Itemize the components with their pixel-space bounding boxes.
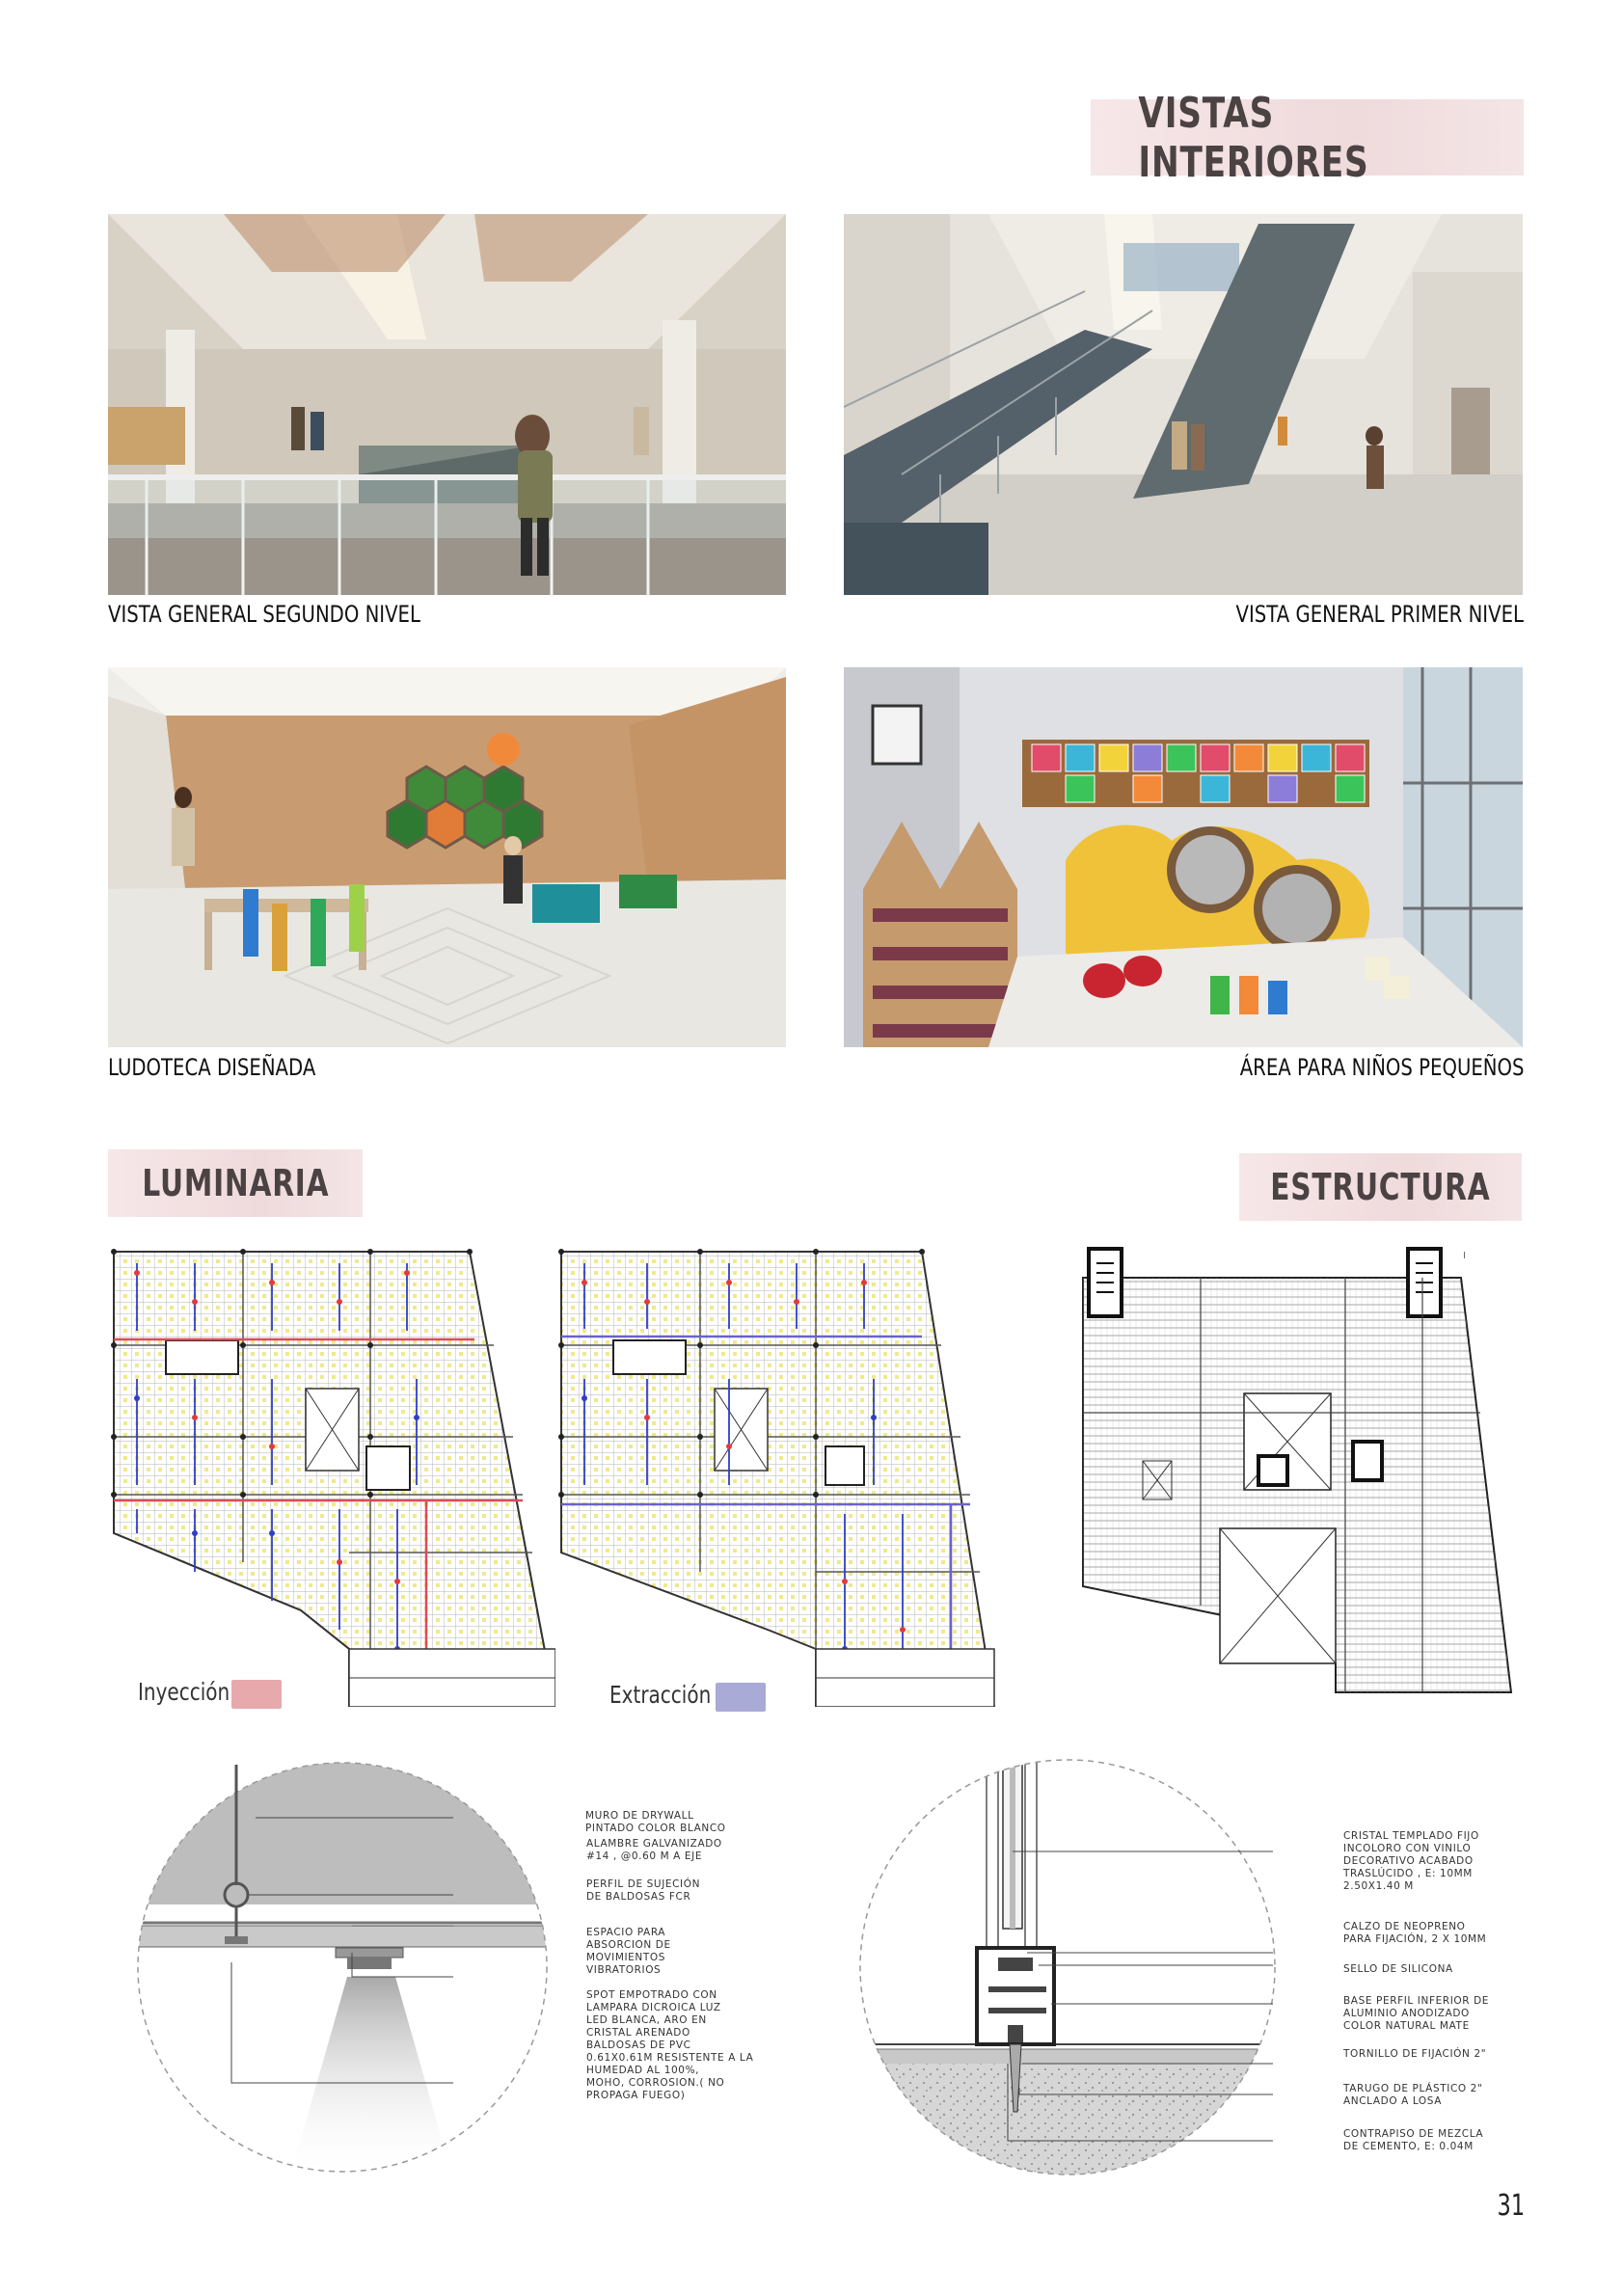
legend-inyeccion-label: Inyección [138,1678,230,1706]
plan-estructura [1075,1239,1519,1702]
section-heading-estructura [1239,1153,1522,1221]
legend-extraccion-swatch [716,1683,766,1712]
caption-primer-nivel: VISTA GENERAL PRIMER NIVEL [1235,601,1524,628]
note-contrapiso: CONTRAPISO DE MEZCLA DE CEMENTO, E: 0.04M [1343,2128,1484,2152]
caption-ludoteca: LUDOTECA DISEÑADA [108,1054,316,1081]
photo-ludoteca [108,667,786,1047]
photo-primer-nivel [844,214,1523,595]
detail-glass-drawing [853,1755,1283,2179]
svg-text:I: I [1463,1251,1466,1261]
note-spot-empotrado: SPOT EMPOTRADO CON LAMPARA DICROICA LUZ LED BLANCA, ARO EN CRISTAL ARENADO BALDOSAS DE PVC 0.61X0.61M RESISTENTE A LA HUMEDAD AL 100%, MOHO, CORROSION.( NO PROPAGA FUEGO) [586,1989,754,2101]
note-cristal-templado: CRISTAL TEMPLADO FIJO INCOLORO CON VINILO DECORATIVO ACABADO TRASLÚCIDO , E: 10MM 2.50X1.40 M [1343,1830,1479,1892]
heading-text: VISTAS INTERIORES [1138,88,1369,187]
detail-ceiling-drawing [125,1755,559,2179]
caption-segundo-nivel: VISTA GENERAL SEGUNDO NIVEL [108,601,420,628]
page-number: 31 [1497,2189,1525,2223]
note-sello-silicona: SELLO DE SILICONA [1343,1963,1453,1975]
note-base-perfil: BASE PERFIL INFERIOR DE ALUMINIO ANODIZADO COLOR NATURAL MATE [1343,1995,1490,2032]
legend-extraccion-label: Extracción [609,1681,712,1709]
note-tornillo: TORNILLO DE FIJACIÓN 2" [1343,2048,1487,2060]
section-heading-interiores [1091,88,1524,187]
note-tarugo: TARUGO DE PLÁSTICO 2" ANCLADO A LOSA [1343,2083,1483,2107]
plan-extraccion [555,1244,1003,1707]
plan-inyeccion [108,1244,555,1707]
heading-text: ESTRUCTURA [1270,1166,1491,1208]
note-alambre: ALAMBRE GALVANIZADO #14 , @0.60 M A EJE [586,1838,722,1862]
note-espacio-absorcion: ESPACIO PARA ABSORCION DE MOVIMIENTOS VIBRATORIOS [586,1927,671,1976]
note-calzo-neopreno: CALZO DE NEOPRENO PARA FIJACIÓN, 2 X 10MM [1343,1921,1487,1945]
photo-area-ninos [844,667,1523,1047]
legend-inyeccion-swatch [231,1680,282,1709]
note-perfil-sujecion: PERFIL DE SUJECIÓN DE BALDOSAS FCR [586,1878,701,1903]
note-muro-drywall: MURO DE DRYWALL PINTADO COLOR BLANCO [585,1810,726,1834]
caption-area-ninos: ÁREA PARA NIÑOS PEQUEÑOS [1239,1054,1524,1081]
photo-segundo-nivel [108,214,786,595]
section-heading-luminaria [108,1149,363,1217]
heading-text: LUMINARIA [141,1162,329,1204]
